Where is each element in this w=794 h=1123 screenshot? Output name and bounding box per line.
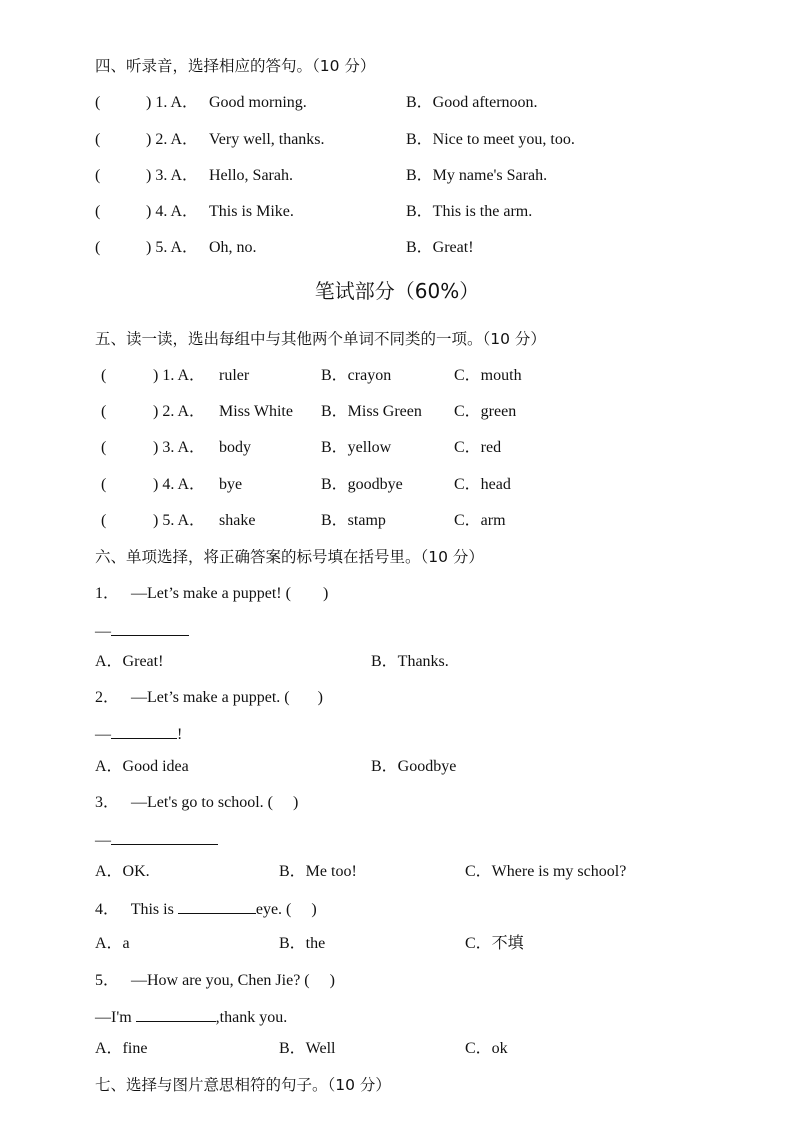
answer-blank[interactable] bbox=[178, 898, 256, 914]
section-4-title: 四、听录音，选择相应的答句。（10 分） bbox=[95, 57, 376, 75]
option-a: Very well, thanks. bbox=[209, 131, 325, 148]
question-5-option-b: B．Well bbox=[279, 1040, 336, 1057]
section-6-title: 六、单项选择，将正确答案的标号填在括号里。（10 分） bbox=[95, 548, 484, 566]
item-number: ) 5. A． bbox=[153, 512, 206, 529]
option-b: B．Miss Green bbox=[321, 403, 422, 420]
written-part-heading: 笔试部分（60%） bbox=[314, 279, 480, 303]
item-number: ) 2. A． bbox=[146, 131, 199, 148]
answer-paren[interactable]: ( bbox=[95, 239, 101, 256]
item-number: ) 4. A． bbox=[146, 203, 199, 220]
option-a: Hello, Sarah. bbox=[209, 167, 293, 184]
option-a: bye bbox=[219, 476, 243, 493]
question-1-option-b: B．Thanks. bbox=[371, 653, 449, 670]
answer-paren[interactable]: ( bbox=[101, 476, 107, 493]
question-2-stem: 2． —Let’s make a puppet. ( ) bbox=[95, 689, 323, 706]
question-5-option-a: A．fine bbox=[95, 1040, 148, 1057]
answer-paren[interactable]: ( bbox=[101, 367, 107, 384]
option-a: Oh, no. bbox=[209, 239, 257, 256]
option-a: shake bbox=[219, 512, 256, 529]
option-b: B．crayon bbox=[321, 367, 392, 384]
item-number: ) 3. A． bbox=[153, 439, 206, 456]
option-b: B．yellow bbox=[321, 439, 392, 456]
option-b: B．Good afternoon. bbox=[406, 94, 538, 111]
answer-paren[interactable]: ( bbox=[95, 203, 101, 220]
option-b: B．goodbye bbox=[321, 476, 403, 493]
question-5-stem: 5． —How are you, Chen Jie? ( ) bbox=[95, 972, 335, 989]
question-5-reply bbox=[95, 1006, 287, 1028]
reply-start: —I'm bbox=[95, 1009, 136, 1026]
reply-end: ,thank you. bbox=[215, 1009, 288, 1026]
question-5-option-c: C．ok bbox=[465, 1040, 508, 1057]
question-3-stem: 3． —Let's go to school. ( ) bbox=[95, 794, 299, 811]
question-2-reply bbox=[95, 723, 182, 745]
item-number: ) 2. A． bbox=[153, 403, 206, 420]
option-a: Miss White bbox=[219, 403, 293, 420]
option-c: C．mouth bbox=[454, 367, 522, 384]
question-4-option-b: B．the bbox=[279, 935, 326, 952]
answer-paren[interactable]: ( bbox=[101, 439, 107, 456]
reply-dash: — bbox=[95, 623, 111, 640]
question-1-option-a: A．Great! bbox=[95, 653, 164, 670]
option-c: C．head bbox=[454, 476, 511, 493]
reply-dash: — bbox=[95, 832, 111, 849]
section-7-title: 七、选择与图片意思相符的句子。（10 分） bbox=[95, 1076, 391, 1094]
question-2-option-b: B．Goodbye bbox=[371, 758, 457, 775]
answer-blank[interactable] bbox=[111, 620, 189, 636]
option-b: B．stamp bbox=[321, 512, 386, 529]
answer-paren[interactable]: ( bbox=[95, 94, 101, 111]
question-4-option-c: C．不填 bbox=[465, 935, 524, 952]
question-2-option-a: A．Good idea bbox=[95, 758, 189, 775]
item-number: ) 1. A． bbox=[146, 94, 199, 111]
option-a: This is Mike. bbox=[209, 203, 294, 220]
option-c: C．red bbox=[454, 439, 502, 456]
answer-paren[interactable]: ( bbox=[95, 167, 101, 184]
reply-dash: — bbox=[95, 726, 111, 743]
item-number: ) 1. A． bbox=[153, 367, 206, 384]
stem-end: eye. ( ) bbox=[255, 901, 317, 918]
question-3-option-a: A．OK. bbox=[95, 863, 150, 880]
question-3-reply bbox=[95, 829, 218, 851]
question-3-option-c: C．Where is my school? bbox=[465, 863, 627, 880]
option-b: B．This is the arm. bbox=[406, 203, 533, 220]
question-1-stem: 1． —Let’s make a puppet! ( ) bbox=[95, 585, 329, 602]
answer-blank[interactable] bbox=[136, 1006, 216, 1022]
option-a: ruler bbox=[219, 367, 250, 384]
option-b: B．My name's Sarah. bbox=[406, 167, 548, 184]
answer-blank[interactable] bbox=[111, 723, 177, 739]
option-a: body bbox=[219, 439, 251, 456]
section-5-title: 五、读一读，选出每组中与其他两个单词不同类的一项。（10 分） bbox=[95, 330, 546, 348]
question-1-reply bbox=[95, 620, 189, 642]
item-number: ) 4. A． bbox=[153, 476, 206, 493]
question-4-stem bbox=[95, 898, 317, 920]
answer-blank[interactable] bbox=[111, 829, 218, 845]
question-3-option-b: B．Me too! bbox=[279, 863, 357, 880]
option-c: C．green bbox=[454, 403, 517, 420]
answer-paren[interactable]: ( bbox=[101, 403, 107, 420]
stem-start: 4． This is bbox=[95, 901, 178, 918]
question-4-option-a: A．a bbox=[95, 935, 130, 952]
item-number: ) 5. A． bbox=[146, 239, 199, 256]
answer-paren[interactable]: ( bbox=[95, 131, 101, 148]
reply-exclamation: ! bbox=[177, 726, 183, 743]
option-c: C．arm bbox=[454, 512, 506, 529]
option-b: B．Nice to meet you, too. bbox=[406, 131, 575, 148]
option-b: B．Great! bbox=[406, 239, 474, 256]
item-number: ) 3. A． bbox=[146, 167, 199, 184]
answer-paren[interactable]: ( bbox=[101, 512, 107, 529]
option-a: Good morning. bbox=[209, 94, 307, 111]
